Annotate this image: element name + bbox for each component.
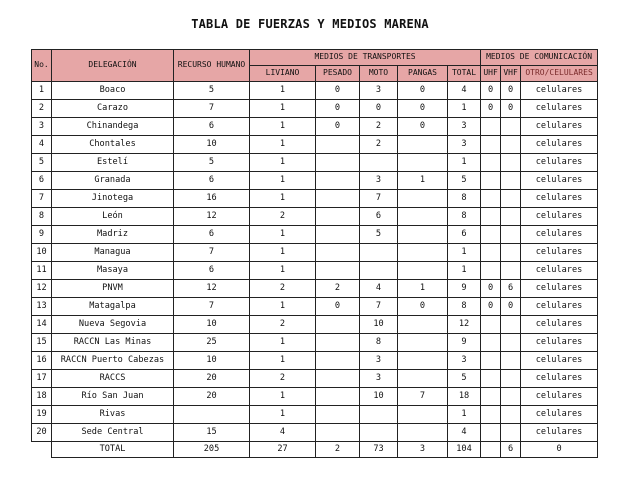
cell-moto: 3 [360, 351, 398, 369]
cell-otro-celulares: celulares [521, 243, 598, 261]
cell-moto [360, 261, 398, 279]
cell-otro-celulares: celulares [521, 351, 598, 369]
totals-recurso: 205 [174, 441, 250, 457]
cell-liviano: 4 [250, 423, 316, 441]
cell-no: 2 [32, 99, 52, 117]
cell-pangas [398, 423, 448, 441]
cell-total: 1 [448, 243, 481, 261]
table-row [32, 351, 598, 369]
cell-moto: 3 [360, 171, 398, 189]
cell-otro-celulares: celulares [521, 261, 598, 279]
cell-total: 8 [448, 297, 481, 315]
cell-total: 1 [448, 153, 481, 171]
cell-recurso-humano: 6 [174, 261, 250, 279]
totals-vhf: 6 [501, 441, 521, 457]
cell-uhf [481, 171, 501, 189]
totals-liviano: 27 [250, 441, 316, 457]
cell-liviano: 2 [250, 279, 316, 297]
cell-liviano: 2 [250, 207, 316, 225]
cell-recurso-humano: 7 [174, 297, 250, 315]
table-row [32, 279, 598, 297]
totals-label: TOTAL [52, 441, 174, 457]
cell-pesado [316, 135, 360, 153]
cell-recurso-humano: 5 [174, 153, 250, 171]
cell-otro-celulares: celulares [521, 117, 598, 135]
cell-uhf [481, 423, 501, 441]
cell-delegacion: Rivas [52, 405, 174, 423]
cell-otro-celulares: celulares [521, 189, 598, 207]
cell-delegacion: Granada [52, 171, 174, 189]
cell-otro-celulares: celulares [521, 333, 598, 351]
cell-moto: 4 [360, 279, 398, 297]
cell-liviano: 1 [250, 405, 316, 423]
cell-no: 12 [32, 279, 52, 297]
cell-no: 6 [32, 171, 52, 189]
cell-delegacion: Carazo [52, 99, 174, 117]
cell-liviano: 1 [250, 99, 316, 117]
cell-recurso-humano: 12 [174, 279, 250, 297]
table-row [32, 315, 598, 333]
cell-no: 14 [32, 315, 52, 333]
cell-uhf [481, 387, 501, 405]
cell-no: 5 [32, 153, 52, 171]
cell-moto: 10 [360, 315, 398, 333]
cell-otro-celulares: celulares [521, 297, 598, 315]
cell-pangas [398, 153, 448, 171]
cell-otro-celulares: celulares [521, 153, 598, 171]
cell-total: 12 [448, 315, 481, 333]
cell-no: 4 [32, 135, 52, 153]
cell-delegacion: Nueva Segovia [52, 315, 174, 333]
cell-recurso-humano: 10 [174, 135, 250, 153]
cell-pangas: 0 [398, 81, 448, 99]
cell-pangas [398, 189, 448, 207]
cell-delegacion: Jinotega [52, 189, 174, 207]
cell-vhf [501, 189, 521, 207]
cell-total: 6 [448, 225, 481, 243]
cell-recurso-humano: 15 [174, 423, 250, 441]
cell-vhf [501, 135, 521, 153]
header-vhf: VHF [501, 65, 521, 81]
cell-delegacion: RACCN Las Minas [52, 333, 174, 351]
header-liviano: LIVIANO [250, 65, 316, 81]
cell-uhf: 0 [481, 99, 501, 117]
cell-moto: 6 [360, 207, 398, 225]
cell-no: 16 [32, 351, 52, 369]
cell-pangas [398, 315, 448, 333]
forces-table [31, 49, 598, 458]
cell-liviano: 1 [250, 117, 316, 135]
cell-moto: 7 [360, 189, 398, 207]
cell-moto [360, 153, 398, 171]
cell-uhf [481, 207, 501, 225]
cell-delegacion: Chinandega [52, 117, 174, 135]
cell-delegacion: Boaco [52, 81, 174, 99]
table-row [32, 207, 598, 225]
cell-recurso-humano: 25 [174, 333, 250, 351]
cell-vhf: 0 [501, 81, 521, 99]
table-row [32, 261, 598, 279]
header-medios-transportes: MEDIOS DE TRANSPORTES [250, 50, 481, 66]
cell-vhf [501, 243, 521, 261]
cell-delegacion: RACCS [52, 369, 174, 387]
cell-liviano: 1 [250, 171, 316, 189]
cell-delegacion: Estelí [52, 153, 174, 171]
cell-pangas [398, 135, 448, 153]
cell-delegacion: Managua [52, 243, 174, 261]
cell-total: 8 [448, 189, 481, 207]
cell-liviano: 1 [250, 135, 316, 153]
cell-pesado [316, 207, 360, 225]
cell-total: 1 [448, 405, 481, 423]
cell-no: 18 [32, 387, 52, 405]
table-row [32, 297, 598, 315]
cell-otro-celulares: celulares [521, 171, 598, 189]
cell-pangas [398, 261, 448, 279]
cell-pangas: 0 [398, 117, 448, 135]
cell-otro-celulares: celulares [521, 405, 598, 423]
cell-no: 13 [32, 297, 52, 315]
page-title: TABLA DE FUERZAS Y MEDIOS MARENA [191, 17, 429, 31]
cell-otro-celulares: celulares [521, 135, 598, 153]
cell-delegacion: Chontales [52, 135, 174, 153]
cell-pangas: 0 [398, 297, 448, 315]
cell-no: 10 [32, 243, 52, 261]
cell-no: 7 [32, 189, 52, 207]
header-otro-celulares: OTRO/CELULARES [521, 65, 598, 81]
header-total: TOTAL [448, 65, 481, 81]
cell-pangas: 1 [398, 171, 448, 189]
cell-pesado [316, 333, 360, 351]
cell-otro-celulares: celulares [521, 315, 598, 333]
cell-delegacion: Matagalpa [52, 297, 174, 315]
cell-moto: 5 [360, 225, 398, 243]
cell-uhf: 0 [481, 297, 501, 315]
cell-vhf [501, 423, 521, 441]
cell-delegacion: Madriz [52, 225, 174, 243]
cell-otro-celulares: celulares [521, 207, 598, 225]
cell-liviano: 1 [250, 333, 316, 351]
cell-pangas: 1 [398, 279, 448, 297]
header-moto: MOTO [360, 65, 398, 81]
cell-otro-celulares: celulares [521, 387, 598, 405]
table-row [32, 243, 598, 261]
cell-total: 9 [448, 333, 481, 351]
header-no: No. [32, 50, 52, 82]
cell-recurso-humano: 5 [174, 81, 250, 99]
header-pesado: PESADO [316, 65, 360, 81]
cell-pangas [398, 207, 448, 225]
cell-uhf [481, 405, 501, 423]
cell-recurso-humano: 20 [174, 369, 250, 387]
cell-moto: 7 [360, 297, 398, 315]
cell-delegacion: Sede Central [52, 423, 174, 441]
cell-moto [360, 243, 398, 261]
cell-uhf [481, 135, 501, 153]
cell-total: 3 [448, 351, 481, 369]
cell-liviano: 1 [250, 225, 316, 243]
totals-total: 104 [448, 441, 481, 457]
cell-pesado: 0 [316, 117, 360, 135]
table-row [32, 405, 598, 423]
cell-vhf [501, 171, 521, 189]
cell-recurso-humano: 16 [174, 189, 250, 207]
cell-vhf [501, 261, 521, 279]
cell-pesado [316, 351, 360, 369]
cell-pesado [316, 405, 360, 423]
cell-moto: 2 [360, 117, 398, 135]
cell-uhf [481, 243, 501, 261]
cell-pesado [316, 315, 360, 333]
cell-total: 8 [448, 207, 481, 225]
cell-liviano: 1 [250, 387, 316, 405]
cell-pangas [398, 369, 448, 387]
cell-vhf [501, 405, 521, 423]
cell-pesado [316, 171, 360, 189]
cell-recurso-humano: 6 [174, 225, 250, 243]
cell-otro-celulares: celulares [521, 369, 598, 387]
cell-recurso-humano: 7 [174, 243, 250, 261]
cell-vhf [501, 351, 521, 369]
cell-recurso-humano [174, 405, 250, 423]
cell-delegacion: PNVM [52, 279, 174, 297]
cell-vhf [501, 333, 521, 351]
totals-moto: 73 [360, 441, 398, 457]
cell-pesado [316, 369, 360, 387]
table-row [32, 117, 598, 135]
cell-uhf [481, 369, 501, 387]
totals-uhf [481, 441, 501, 457]
cell-recurso-humano: 10 [174, 315, 250, 333]
cell-pesado [316, 189, 360, 207]
cell-no: 19 [32, 405, 52, 423]
cell-uhf [481, 153, 501, 171]
cell-liviano: 1 [250, 81, 316, 99]
cell-pangas: 7 [398, 387, 448, 405]
cell-total: 1 [448, 99, 481, 117]
table-row [32, 333, 598, 351]
cell-delegacion: Masaya [52, 261, 174, 279]
cell-recurso-humano: 6 [174, 171, 250, 189]
cell-total: 3 [448, 117, 481, 135]
cell-total: 5 [448, 369, 481, 387]
cell-vhf [501, 207, 521, 225]
cell-uhf [481, 225, 501, 243]
cell-pesado [316, 243, 360, 261]
cell-total: 1 [448, 261, 481, 279]
cell-no: 9 [32, 225, 52, 243]
cell-uhf [481, 117, 501, 135]
table-row [32, 171, 598, 189]
table-row [32, 135, 598, 153]
table-row [32, 225, 598, 243]
cell-pangas [398, 243, 448, 261]
cell-vhf: 0 [501, 297, 521, 315]
cell-no: 1 [32, 81, 52, 99]
cell-otro-celulares: celulares [521, 99, 598, 117]
cell-vhf [501, 153, 521, 171]
cell-vhf [501, 387, 521, 405]
cell-liviano: 1 [250, 153, 316, 171]
cell-liviano: 1 [250, 189, 316, 207]
cell-recurso-humano: 7 [174, 99, 250, 117]
cell-otro-celulares: celulares [521, 423, 598, 441]
cell-no: 17 [32, 369, 52, 387]
cell-pangas: 0 [398, 99, 448, 117]
cell-vhf [501, 369, 521, 387]
cell-pesado [316, 261, 360, 279]
cell-vhf: 0 [501, 99, 521, 117]
cell-no: 15 [32, 333, 52, 351]
cell-pesado [316, 225, 360, 243]
table-row [32, 189, 598, 207]
cell-moto [360, 423, 398, 441]
cell-no: 11 [32, 261, 52, 279]
cell-pesado [316, 387, 360, 405]
cell-recurso-humano: 10 [174, 351, 250, 369]
table-body [32, 81, 598, 441]
table-row [32, 423, 598, 441]
cell-vhf [501, 315, 521, 333]
cell-recurso-humano: 12 [174, 207, 250, 225]
cell-liviano: 1 [250, 351, 316, 369]
cell-delegacion: León [52, 207, 174, 225]
cell-pangas [398, 225, 448, 243]
cell-otro-celulares: celulares [521, 81, 598, 99]
cell-pesado: 0 [316, 297, 360, 315]
cell-pesado: 0 [316, 81, 360, 99]
header-delegacion: DELEGACIÓN [52, 50, 174, 82]
totals-row [32, 441, 598, 457]
cell-pesado: 0 [316, 99, 360, 117]
header-pangas: PANGAS [398, 65, 448, 81]
totals-pesado: 2 [316, 441, 360, 457]
cell-total: 4 [448, 423, 481, 441]
cell-liviano: 2 [250, 315, 316, 333]
cell-uhf [481, 351, 501, 369]
cell-no: 20 [32, 423, 52, 441]
cell-moto: 2 [360, 135, 398, 153]
cell-uhf [481, 189, 501, 207]
cell-no: 3 [32, 117, 52, 135]
cell-vhf [501, 117, 521, 135]
cell-pangas [398, 405, 448, 423]
cell-vhf [501, 225, 521, 243]
cell-liviano: 2 [250, 369, 316, 387]
cell-vhf: 6 [501, 279, 521, 297]
header-recurso-humano: RECURSO HUMANO [174, 50, 250, 82]
cell-total: 4 [448, 81, 481, 99]
cell-otro-celulares: celulares [521, 225, 598, 243]
cell-uhf [481, 333, 501, 351]
cell-total: 9 [448, 279, 481, 297]
cell-total: 3 [448, 135, 481, 153]
cell-moto [360, 405, 398, 423]
table-row [32, 99, 598, 117]
cell-liviano: 1 [250, 261, 316, 279]
table-row [32, 153, 598, 171]
totals-spacer [32, 441, 52, 457]
cell-moto: 3 [360, 369, 398, 387]
cell-liviano: 1 [250, 297, 316, 315]
table-row [32, 369, 598, 387]
cell-pesado: 2 [316, 279, 360, 297]
cell-moto: 8 [360, 333, 398, 351]
cell-recurso-humano: 20 [174, 387, 250, 405]
cell-uhf [481, 261, 501, 279]
cell-liviano: 1 [250, 243, 316, 261]
cell-uhf: 0 [481, 81, 501, 99]
cell-otro-celulares: celulares [521, 279, 598, 297]
cell-recurso-humano: 6 [174, 117, 250, 135]
cell-pangas [398, 333, 448, 351]
totals-pangas: 3 [398, 441, 448, 457]
cell-moto: 10 [360, 387, 398, 405]
cell-moto: 3 [360, 81, 398, 99]
cell-total: 18 [448, 387, 481, 405]
cell-uhf: 0 [481, 279, 501, 297]
cell-delegacion: Río San Juan [52, 387, 174, 405]
header-medios-comunicacion: MEDIOS DE COMUNICACIÓN [481, 50, 598, 66]
cell-total: 5 [448, 171, 481, 189]
cell-pesado [316, 423, 360, 441]
cell-moto: 0 [360, 99, 398, 117]
cell-delegacion: RACCN Puerto Cabezas [52, 351, 174, 369]
totals-otro: 0 [521, 441, 598, 457]
cell-no: 8 [32, 207, 52, 225]
cell-uhf [481, 315, 501, 333]
table-row [32, 387, 598, 405]
cell-pesado [316, 153, 360, 171]
cell-pangas [398, 351, 448, 369]
table-row [32, 81, 598, 99]
header-uhf: UHF [481, 65, 501, 81]
